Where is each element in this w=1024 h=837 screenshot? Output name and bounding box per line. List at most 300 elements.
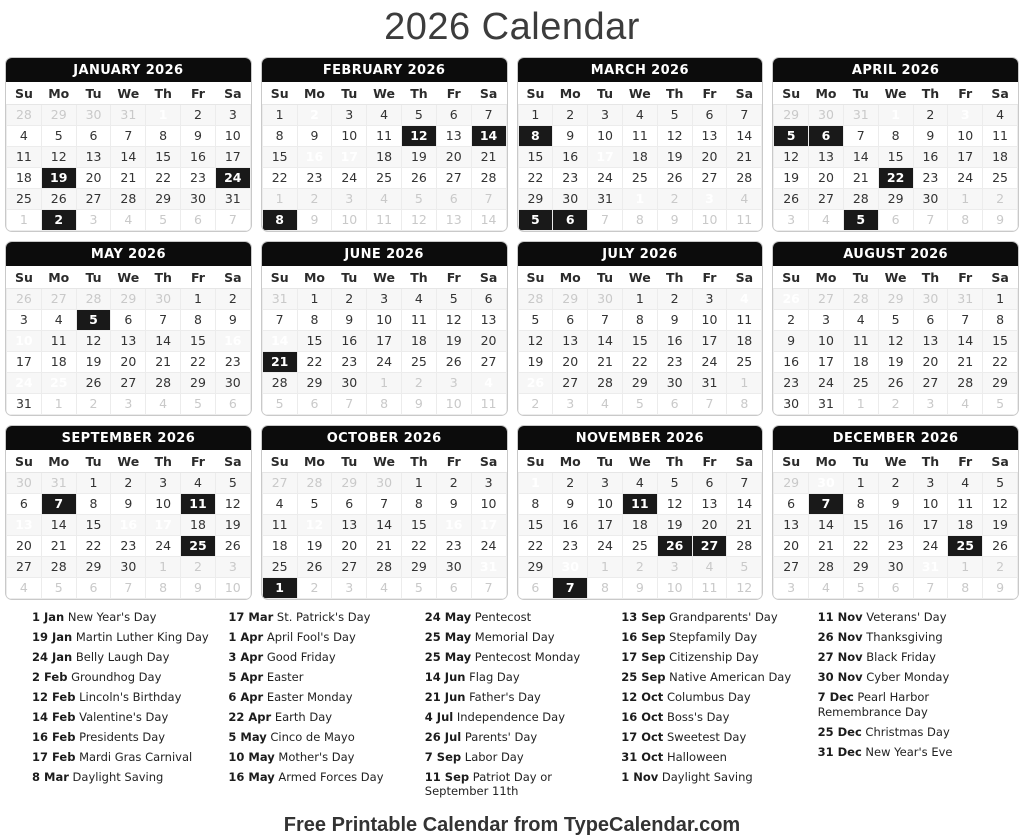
weekday-label: We: [878, 82, 913, 105]
holiday-item: [816, 725, 998, 740]
day-cell: 15: [146, 147, 181, 168]
day-cell: 28: [843, 189, 878, 210]
day-cell: 15: [297, 331, 332, 352]
month-title: OCTOBER 2026: [262, 426, 507, 450]
day-cell: 4: [948, 473, 983, 494]
holiday-item: [619, 730, 801, 745]
day-cell: 1: [983, 289, 1018, 310]
day-cell: 9: [181, 126, 216, 147]
weekday-label: Su: [7, 82, 42, 105]
day-cell: 16: [553, 147, 588, 168]
day-cell: 30: [367, 473, 402, 494]
day-cell: 4: [588, 394, 623, 415]
day-cell: 8: [262, 210, 297, 231]
day-cell: 20: [7, 536, 42, 557]
day-cell: 5: [436, 289, 471, 310]
day-cell: 4: [809, 578, 844, 599]
day-cell: 13: [436, 126, 471, 147]
day-cell: 13: [332, 515, 367, 536]
day-cell: 3: [913, 473, 948, 494]
day-cell: 12: [518, 331, 553, 352]
day-cell: 27: [41, 289, 76, 310]
day-cell: 22: [878, 168, 913, 189]
day-cell: 7: [471, 578, 506, 599]
weekday-label: Tu: [332, 82, 367, 105]
weekday-label: Sa: [983, 266, 1018, 289]
holiday-column: [30, 610, 212, 804]
day-cell: 1: [843, 394, 878, 415]
day-cell: 27: [436, 168, 471, 189]
weekday-label: Fr: [181, 266, 216, 289]
month-title: NOVEMBER 2026: [518, 426, 763, 450]
day-cell: 1: [367, 373, 402, 394]
day-cell: 29: [878, 189, 913, 210]
month-table: [518, 82, 763, 231]
day-cell: 4: [181, 473, 216, 494]
day-cell: 6: [692, 473, 727, 494]
holiday-name: Good Friday: [263, 649, 336, 664]
day-cell: 3: [111, 394, 146, 415]
holiday-item: [30, 670, 212, 685]
month-card: [5, 241, 252, 416]
day-cell: 22: [146, 168, 181, 189]
day-cell: 30: [913, 289, 948, 310]
holiday-column: [816, 610, 998, 804]
day-cell: 18: [983, 147, 1018, 168]
day-cell: 26: [436, 352, 471, 373]
day-cell: 26: [7, 289, 42, 310]
day-cell: 27: [7, 557, 42, 578]
holiday-item: [423, 670, 605, 685]
day-cell: 2: [983, 557, 1018, 578]
day-cell: 26: [297, 557, 332, 578]
day-cell: 27: [692, 536, 727, 557]
day-cell: 21: [843, 168, 878, 189]
day-cell: 15: [843, 515, 878, 536]
day-cell: 20: [436, 147, 471, 168]
day-cell: 19: [297, 536, 332, 557]
day-cell: 23: [774, 373, 809, 394]
day-cell: 6: [215, 394, 250, 415]
month-title: AUGUST 2026: [773, 242, 1018, 266]
weekday-label: Mo: [41, 266, 76, 289]
day-cell: 26: [657, 536, 692, 557]
day-cell: 7: [692, 394, 727, 415]
day-cell: 5: [41, 578, 76, 599]
day-cell: 1: [7, 210, 42, 231]
day-cell: 7: [913, 578, 948, 599]
holiday-date: 6 Apr: [228, 689, 264, 704]
day-cell: 9: [215, 310, 250, 331]
month-title: SEPTEMBER 2026: [6, 426, 251, 450]
day-cell: 19: [215, 515, 250, 536]
day-cell: 31: [588, 189, 623, 210]
day-cell: 3: [913, 394, 948, 415]
day-cell: 11: [402, 310, 437, 331]
day-cell: 26: [983, 536, 1018, 557]
weekday-label: Sa: [471, 450, 506, 473]
day-cell: 28: [41, 557, 76, 578]
day-cell: 10: [332, 210, 367, 231]
day-cell: 27: [553, 373, 588, 394]
holiday-name: Pentecost Monday: [471, 649, 581, 664]
day-cell: 2: [657, 189, 692, 210]
day-cell: 12: [76, 331, 111, 352]
day-cell: 6: [436, 189, 471, 210]
day-cell: 4: [367, 189, 402, 210]
weekday-label: Fr: [181, 82, 216, 105]
day-cell: 11: [622, 494, 657, 515]
holiday-item: [30, 630, 212, 645]
day-cell: 31: [262, 289, 297, 310]
day-cell: 2: [774, 310, 809, 331]
day-cell: 11: [181, 494, 216, 515]
day-cell: 5: [402, 578, 437, 599]
holiday-name: Cinco de Mayo: [266, 729, 355, 744]
day-cell: 12: [983, 494, 1018, 515]
day-cell: 21: [367, 536, 402, 557]
day-cell: 7: [215, 210, 250, 231]
day-cell: 19: [878, 352, 913, 373]
day-cell: 12: [727, 578, 762, 599]
day-cell: 19: [41, 168, 76, 189]
holiday-item: [226, 650, 408, 665]
day-cell: 16: [657, 331, 692, 352]
day-cell: 27: [262, 473, 297, 494]
day-cell: 14: [146, 331, 181, 352]
holiday-name: St. Patrick's Day: [273, 610, 371, 624]
day-cell: 17: [471, 515, 506, 536]
day-cell: 7: [111, 578, 146, 599]
holiday-name: Parents' Day: [461, 729, 538, 744]
day-cell: 14: [588, 331, 623, 352]
day-cell: 25: [181, 536, 216, 557]
weekday-label: Sa: [471, 82, 506, 105]
weekday-label: Sa: [983, 450, 1018, 473]
holiday-date: 8 Mar: [32, 769, 69, 784]
day-cell: 10: [367, 310, 402, 331]
weekday-label: Fr: [948, 266, 983, 289]
holiday-name: Patriot Day or September 11th: [424, 769, 553, 799]
holiday-date: 17 Oct: [621, 729, 664, 744]
weekday-label: Su: [774, 450, 809, 473]
day-cell: 17: [588, 515, 623, 536]
day-cell: 24: [7, 373, 42, 394]
day-cell: 25: [727, 352, 762, 373]
day-cell: 26: [215, 536, 250, 557]
day-cell: 3: [588, 473, 623, 494]
day-cell: 8: [948, 578, 983, 599]
day-cell: 4: [983, 105, 1018, 126]
day-cell: 13: [774, 515, 809, 536]
day-cell: 12: [878, 331, 913, 352]
day-cell: 23: [913, 168, 948, 189]
day-cell: 9: [657, 310, 692, 331]
day-cell: 4: [948, 394, 983, 415]
holiday-item: [226, 750, 408, 765]
holiday-item: [816, 690, 998, 720]
day-cell: 12: [402, 210, 437, 231]
day-cell: 5: [76, 310, 111, 331]
weekday-label: Tu: [332, 266, 367, 289]
day-cell: 28: [843, 289, 878, 310]
holiday-name: Independence Day: [453, 709, 566, 724]
holiday-name: Easter Monday: [263, 689, 353, 704]
holiday-item: [30, 650, 212, 665]
day-cell: 7: [367, 494, 402, 515]
holiday-item: [226, 730, 408, 745]
day-cell: 5: [878, 310, 913, 331]
day-cell: 18: [843, 352, 878, 373]
day-cell: 12: [41, 147, 76, 168]
holiday-date: 3 Apr: [228, 649, 264, 664]
day-cell: 25: [843, 373, 878, 394]
day-cell: 13: [436, 210, 471, 231]
month-card: [517, 57, 764, 232]
day-cell: 19: [76, 352, 111, 373]
day-cell: 6: [913, 310, 948, 331]
day-cell: 5: [41, 126, 76, 147]
day-cell: 3: [774, 210, 809, 231]
day-cell: 17: [146, 515, 181, 536]
day-cell: 2: [553, 473, 588, 494]
day-cell: 5: [657, 105, 692, 126]
day-cell: 8: [402, 494, 437, 515]
holiday-date: 26 Nov: [817, 629, 863, 644]
holiday-item: [619, 630, 801, 645]
day-cell: 6: [553, 310, 588, 331]
day-cell: 7: [41, 494, 76, 515]
day-cell: 2: [181, 105, 216, 126]
day-cell: 29: [146, 189, 181, 210]
day-cell: 11: [622, 126, 657, 147]
day-cell: 17: [332, 147, 367, 168]
day-cell: 1: [76, 473, 111, 494]
day-cell: 10: [215, 578, 250, 599]
day-cell: 24: [588, 168, 623, 189]
day-cell: 16: [553, 515, 588, 536]
day-cell: 3: [774, 578, 809, 599]
day-cell: 21: [471, 147, 506, 168]
day-cell: 30: [809, 473, 844, 494]
weekday-label: Th: [913, 266, 948, 289]
day-cell: 20: [332, 536, 367, 557]
holiday-name: Groundhog Day: [67, 669, 162, 684]
day-cell: 5: [146, 210, 181, 231]
day-cell: 13: [809, 147, 844, 168]
holiday-name: Earth Day: [271, 709, 333, 724]
holiday-item: [30, 750, 212, 765]
day-cell: 8: [622, 310, 657, 331]
day-cell: 27: [809, 189, 844, 210]
day-cell: 28: [367, 557, 402, 578]
holiday-date: 2 Feb: [32, 669, 68, 684]
holiday-item: [226, 710, 408, 725]
month-title: MAY 2026: [6, 242, 251, 266]
month-title: FEBRUARY 2026: [262, 58, 507, 82]
day-cell: 5: [657, 473, 692, 494]
day-cell: 21: [146, 352, 181, 373]
day-cell: 29: [41, 105, 76, 126]
holiday-item: [30, 610, 212, 625]
day-cell: 20: [913, 352, 948, 373]
day-cell: 5: [843, 578, 878, 599]
day-cell: 24: [913, 536, 948, 557]
day-cell: 21: [588, 352, 623, 373]
day-cell: 30: [878, 557, 913, 578]
day-cell: 8: [262, 126, 297, 147]
day-cell: 24: [948, 168, 983, 189]
holiday-item: [619, 750, 801, 765]
day-cell: 9: [297, 210, 332, 231]
day-cell: 12: [402, 126, 437, 147]
day-cell: 9: [913, 126, 948, 147]
day-cell: 10: [692, 310, 727, 331]
holiday-item: [226, 770, 408, 785]
day-cell: 3: [553, 394, 588, 415]
holiday-item: [30, 730, 212, 745]
day-cell: 12: [774, 147, 809, 168]
day-cell: 8: [622, 210, 657, 231]
holiday-date: 30 Nov: [817, 669, 863, 684]
day-cell: 7: [843, 126, 878, 147]
footer-text: Free Printable Calendar from TypeCalendar.com: [283, 814, 741, 837]
day-cell: 29: [518, 557, 553, 578]
weekday-label: Mo: [553, 266, 588, 289]
day-cell: 1: [518, 105, 553, 126]
day-cell: 2: [878, 394, 913, 415]
day-cell: 3: [332, 105, 367, 126]
holiday-date: 4 Jul: [424, 709, 454, 724]
holiday-date: 31 Oct: [621, 749, 664, 764]
day-cell: 26: [657, 168, 692, 189]
day-cell: 25: [262, 557, 297, 578]
day-cell: 7: [471, 105, 506, 126]
day-cell: 14: [727, 126, 762, 147]
holiday-name: Flag Day: [465, 669, 520, 684]
day-cell: 28: [262, 373, 297, 394]
day-cell: 8: [146, 578, 181, 599]
day-cell: 24: [809, 373, 844, 394]
day-cell: 4: [727, 189, 762, 210]
weekday-label: Sa: [215, 82, 250, 105]
day-cell: 23: [657, 352, 692, 373]
day-cell: 23: [111, 536, 146, 557]
weekday-label: Tu: [588, 266, 623, 289]
month-card: [261, 57, 508, 232]
weekday-label: Tu: [332, 450, 367, 473]
holiday-item: [619, 710, 801, 725]
day-cell: 13: [692, 494, 727, 515]
day-cell: 5: [727, 557, 762, 578]
day-cell: 18: [41, 352, 76, 373]
day-cell: 4: [471, 373, 506, 394]
weekday-label: Su: [518, 266, 553, 289]
day-cell: 14: [948, 331, 983, 352]
day-cell: 10: [146, 494, 181, 515]
month-title: DECEMBER 2026: [773, 426, 1018, 450]
day-cell: 6: [76, 578, 111, 599]
holiday-date: 16 May: [228, 769, 275, 784]
day-cell: 6: [878, 578, 913, 599]
day-cell: 1: [727, 373, 762, 394]
day-cell: 3: [692, 189, 727, 210]
holiday-date: 14 Feb: [32, 709, 76, 724]
day-cell: 14: [727, 494, 762, 515]
day-cell: 15: [622, 331, 657, 352]
day-cell: 6: [878, 210, 913, 231]
day-cell: 12: [215, 494, 250, 515]
holiday-item: [423, 770, 605, 800]
weekday-label: We: [111, 266, 146, 289]
weekday-label: Fr: [436, 450, 471, 473]
day-cell: 2: [297, 189, 332, 210]
weekday-label: Fr: [948, 450, 983, 473]
day-cell: 10: [913, 494, 948, 515]
day-cell: 11: [367, 126, 402, 147]
day-cell: 9: [878, 494, 913, 515]
holiday-name: Father's Day: [465, 689, 541, 704]
holiday-date: 1 Nov: [621, 769, 659, 784]
holiday-name: Columbus Day: [663, 689, 751, 704]
holiday-name: Memorial Day: [471, 629, 555, 644]
holiday-date: 14 Jun: [424, 669, 466, 684]
day-cell: 18: [262, 536, 297, 557]
day-cell: 2: [983, 189, 1018, 210]
holiday-date: 16 Feb: [32, 729, 76, 744]
day-cell: 5: [402, 105, 437, 126]
day-cell: 10: [215, 126, 250, 147]
holiday-item: [816, 630, 998, 645]
month-card: [5, 425, 252, 600]
weekday-label: Su: [7, 266, 42, 289]
day-cell: 10: [7, 331, 42, 352]
day-cell: 8: [588, 578, 623, 599]
day-cell: 15: [402, 515, 437, 536]
day-cell: 5: [983, 394, 1018, 415]
day-cell: 2: [297, 105, 332, 126]
month-card: [517, 425, 764, 600]
weekday-label: Th: [913, 82, 948, 105]
holiday-date: 1 Apr: [228, 629, 264, 644]
day-cell: 3: [332, 578, 367, 599]
day-cell: 28: [588, 373, 623, 394]
weekday-label: Mo: [809, 82, 844, 105]
holiday-name: Black Friday: [862, 649, 936, 664]
day-cell: 29: [332, 473, 367, 494]
day-cell: 28: [76, 289, 111, 310]
day-cell: 17: [588, 147, 623, 168]
day-cell: 28: [111, 189, 146, 210]
day-cell: 1: [262, 578, 297, 599]
holiday-date: 26 Jul: [424, 729, 462, 744]
day-cell: 28: [471, 168, 506, 189]
day-cell: 4: [7, 126, 42, 147]
day-cell: 25: [622, 168, 657, 189]
day-cell: 6: [518, 578, 553, 599]
day-cell: 7: [553, 578, 588, 599]
day-cell: 27: [332, 557, 367, 578]
weekday-label: Mo: [41, 450, 76, 473]
day-cell: 26: [402, 168, 437, 189]
day-cell: 30: [436, 557, 471, 578]
month-table: [6, 450, 251, 599]
day-cell: 11: [692, 578, 727, 599]
month-card: [772, 57, 1019, 232]
holiday-date: 16 Oct: [621, 709, 664, 724]
month-card: [772, 425, 1019, 600]
day-cell: 24: [692, 352, 727, 373]
